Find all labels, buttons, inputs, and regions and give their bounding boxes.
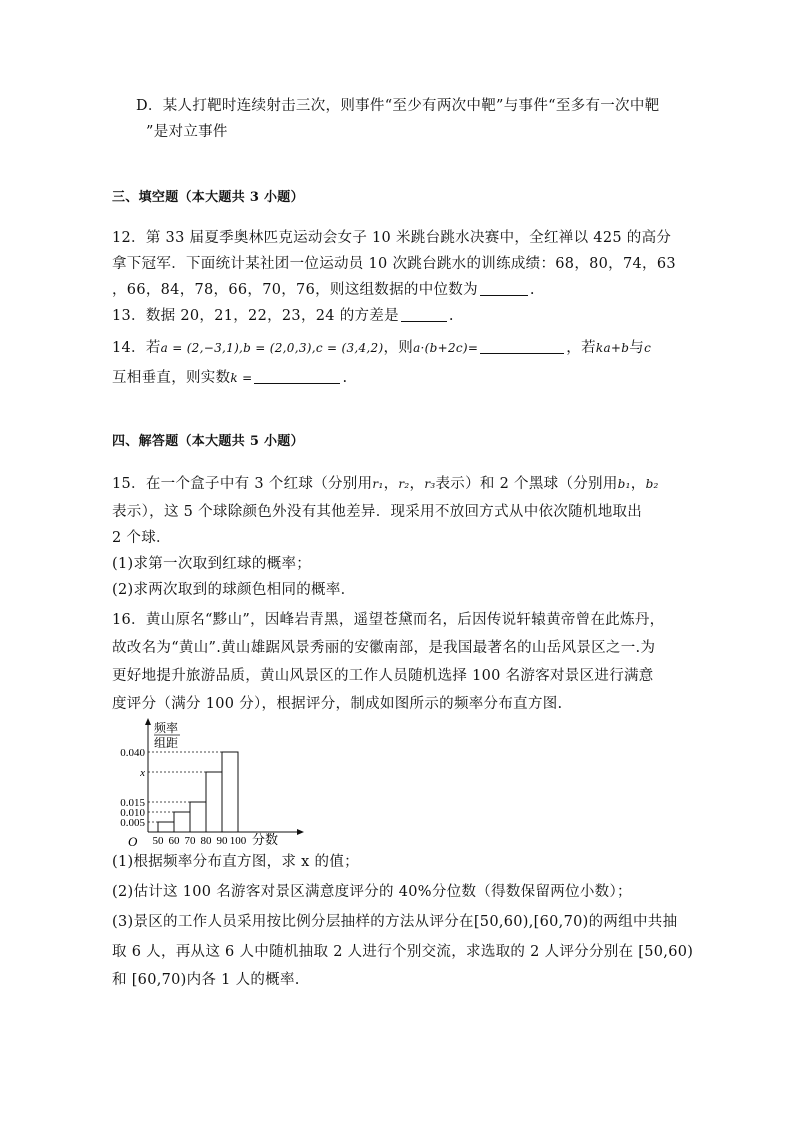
q14-end: .	[342, 370, 348, 386]
q16-line1: 16．黄山原名“黟山”，因峰岩青黑，遥望苍黛而名，后因传说轩辕黄帝曾在此炼丹，	[112, 612, 665, 628]
q15-b1: b₁	[617, 477, 631, 491]
y-tick-label-2: 0.015	[120, 797, 145, 809]
q14-answer-blank-2[interactable]	[254, 369, 340, 384]
q15-r3: r₃	[424, 477, 436, 491]
q14-prefix: 14．若	[112, 340, 161, 356]
x-tick-label-3: 80	[200, 835, 212, 847]
q12-line1: 12．第 33 届夏季奥林匹克运动会女子 10 米跳台跳水决赛中，全红禅以 425 的高分	[112, 230, 672, 246]
q15-b2: b₂	[645, 477, 659, 491]
q14-c-def: c = (3,4,2)	[315, 341, 384, 355]
x-tick-label-4: 90	[216, 835, 228, 847]
y-axis-arrow	[145, 718, 151, 725]
y-label-top: 频率	[154, 721, 179, 735]
q15-r2: r₂	[398, 477, 410, 491]
y-tick-label-4: 0.040	[120, 747, 145, 759]
bar-3	[206, 772, 222, 832]
origin-label: O	[128, 834, 138, 848]
q14-with: 与	[629, 340, 645, 356]
q13-end: .	[448, 308, 454, 324]
q14-expr2: ka+b	[595, 341, 630, 355]
q15-r1: r₁	[372, 477, 384, 491]
option-d-line2: ”是对立事件	[146, 124, 228, 140]
y-tick-label-0: 0.005	[120, 817, 145, 829]
q12-line3	[112, 280, 535, 300]
q16-line2: 故改名为“黄山”.黄山雄踞风景秀丽的安徽南部，是我国最著名的山岳风景区之一.为	[112, 640, 656, 656]
q16-sub1: (1)根据频率分布直方图，求 x 的值；	[112, 854, 359, 870]
q14-line2	[112, 368, 347, 388]
q12-answer-blank[interactable]	[480, 281, 528, 296]
q14-c: c	[644, 341, 652, 355]
q12-line2: 拿下冠军．下面统计某社团一位运动员 10 次跳台跳水的训练成绩：68，80，74，63	[112, 256, 676, 272]
q14-answer-blank-1[interactable]	[480, 339, 564, 354]
q13-line	[112, 306, 454, 326]
q15-sub2: (2)求两次取到的球颜色相同的概率．	[112, 582, 356, 598]
q16-sub3-line3: 和 [60,70)内各 1 人的概率.	[112, 972, 300, 988]
bar-2	[190, 802, 206, 832]
q15-line1: 15．在一个盒子中有 3 个红球（分别用r₁，r₂，r₃表示）和 2 个黑球（分别用b₁，b₂	[112, 476, 659, 492]
q15-line3: 2 个球．	[112, 530, 171, 546]
q15-sub1: (1)求第一次取到红球的概率；	[112, 556, 312, 572]
x-tick-label-1: 60	[168, 835, 180, 847]
q16-sub2: (2)估计这 100 名游客对景区满意度评分的 40%分位数（得数保留两位小数）；	[112, 884, 632, 900]
q15-line1-b: 表示）和 2 个黑球（分别用	[435, 476, 618, 492]
q13-text: 13．数据 20，21，22，23，24 的方差是	[112, 308, 399, 324]
x-tick-label-2: 70	[184, 835, 196, 847]
q14-line2-prefix: 互相垂直，则实数	[112, 370, 231, 386]
frequency-histogram	[108, 716, 308, 848]
y-label-bottom: 组距	[154, 736, 179, 750]
q14-b-def: b = (2,0,3),	[243, 341, 316, 355]
bar-0	[158, 822, 174, 832]
y-tick-label-1: 0.010	[120, 807, 145, 819]
option-d-line1: D．某人打靶时连续射击三次，则事件“至少有两次中靶”与事件“至多有一次中靶	[136, 98, 660, 114]
q16-sub3-line2: 取 6 人，再从这 6 人中随机抽取 2 人进行个别交流，求选取的 2 人评分分别在 [50,60)	[112, 944, 694, 960]
x-tick-label-5: 100	[229, 835, 247, 847]
q16-line3: 更好地提升旅游品质，黄山风景区的工作人员随机选择 100 名游客对景区进行满意	[112, 668, 654, 684]
q14-expr: a·(b+2c)=	[413, 341, 479, 355]
y-tick-label-3: x	[140, 767, 145, 779]
x-axis-label: 分数	[252, 832, 279, 847]
q14-mid2: ，若	[566, 340, 596, 356]
q14-mid: ，则	[383, 340, 414, 356]
q14-k: k =	[230, 371, 253, 385]
q15-line1-a: 15．在一个盒子中有 3 个红球（分别用	[112, 476, 373, 492]
q16-line4: 度评分（满分 100 分），根据评分，制成如图所示的频率分布直方图.	[112, 696, 563, 712]
q12-line3-text: ，66，84，78，66，70，76，则这组数据的中位数为	[112, 282, 478, 298]
x-tick-label-0: 50	[152, 835, 164, 847]
q14-line1	[112, 338, 651, 358]
q13-answer-blank[interactable]	[401, 307, 447, 322]
section-3-title: 三、填空题（本大题共 3 小题）	[112, 190, 304, 205]
q16-sub3-line1: (3)景区的工作人员采用按比例分层抽样的方法从评分在[50,60),[60,70)的两组中共抽	[112, 914, 678, 930]
x-axis-arrow	[297, 829, 304, 835]
bar-1	[174, 812, 190, 832]
q12-end: .	[529, 282, 535, 298]
section-4-title: 四、解答题（本大题共 5 小题）	[112, 434, 304, 449]
q15-line2: 表示），这 5 个球除颜色外没有其他差异．现采用不放回方式从中依次随机地取出	[112, 504, 643, 520]
q14-a-def: a = (2,−3,1),	[160, 341, 244, 355]
bar-4	[222, 752, 238, 832]
